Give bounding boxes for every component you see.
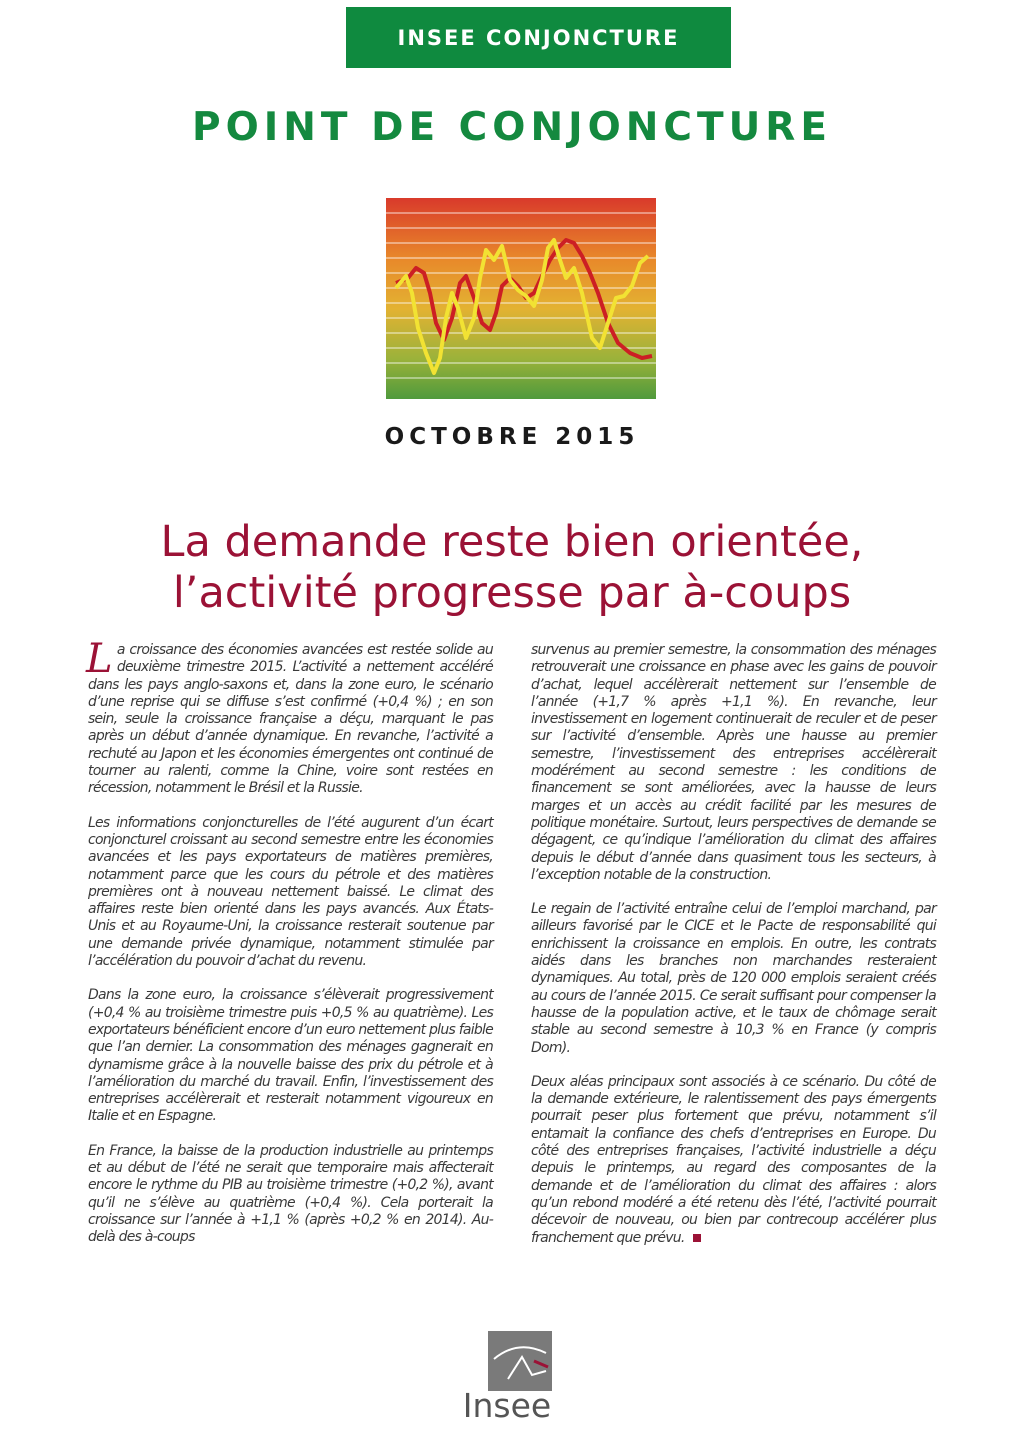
end-of-article-square [693,1234,701,1242]
cover-illustration [386,198,656,399]
edition-date: OCTOBRE 2015 [384,424,640,450]
article-paragraph [531,1074,936,1247]
headline-line-2: l’activité progresse par à-coups [172,568,852,618]
headline [60,517,964,619]
drop-cap: L [86,636,112,682]
article-paragraph [86,636,493,798]
headline-line-1: La demande reste bien orientée, [160,517,864,567]
paragraph-text: Deux aléas principaux sont associés à ce scénario. Du côté de la demande extérieure, le ralentissement des pays émergents pourrait peser plus fortement que prévu, notamment s’il entamait la confiance des chefs d’entreprises en Europe. Du côté des entreprises françaises, l’activité industrielle a déçu depuis le printemps, au regard des composantes de la demande et de l’amélioration du climat des affaires : alors qu’un rebond modéré a été retenu dès l’été, l’activité pourrait décevoir de nouveau, ou bien par contrecoup accélérer plus franchement que prévu. [531,1073,936,1246]
article-column-right [531,642,936,1264]
article-paragraph: Les informations conjoncturelles de l’été augurent d’un écart conjoncturel croissant au second semestre entre les économies avancées et les pays exportateurs de matières premières, notamment parce que les cours du pétrole et des matières premières ont à nouveau nettement baissé. Le climat des affaires reste bien orienté dans les pays avancés. Aux États-Unis et au Royaume-Uni, la croissance resterait soutenue par une demande privée dynamique, notamment stimulée par l’accélération du pouvoir d’achat du revenu. [88,814,493,970]
paragraph-text: a croissance des économies avancées est restée solide au deuxième trimestre 2015. L’activité a nettement accéléré dans les pays anglo-saxons et, dans la zone euro, le scénario d’une reprise qui se diffuse s’est confirmé (+0,4 %) ; en son sein, seule la croissance française a déçu, marquant le pas après un début d’année dynamique. En revanche, l’activité a rechuté au Japon et les économies émergentes ont continué de tourner au ralenti, comme la Chine, voire sont restées en récession, notamment le Brésil et la Russie. [88,642,493,797]
article-paragraph: Le regain de l’activité entraîne celui de l’emploi marchand, par ailleurs favorisé par le CICE et le Pacte de responsabilité qui enrichissent la croissance en emplois. En outre, les contrats aidés dans les branches non marchandes resteraient dynamiques. Au total, près de 120 000 emplois seraient créés au cours de l’année 2015. Ce serait suffisant pour compenser la hausse de la population active, et le taux de chômage serait stable au second semestre à 10,3 % en France (y compris Dom). [531,901,936,1056]
series-title: POINT DE CONJONCTURE [192,105,832,150]
article-column-left [86,636,493,1264]
article-paragraph: survenus au premier semestre, la consommation des ménages retrouverait une croissance en phase avec les gains de pouvoir d’achat, lequel accélèrerait nettement sur l’ensemble de l’année (+1,7 % après +1,1 %). En revanche, leur investissement en logement continuerait de reculer et de peser sur l’activité d’ensemble. Après une hausse au premier semestre, l’investissement des entreprises accélèrerait modérément au second semestre : les conditions de financement se sont améliorées, avec la hausse de leurs marges et un accès au crédit facilité par les mesures de politique monétaire. Surtout, leurs perspectives de demande se dégagent, ce qu’indique l’amélioration du climat des affaires depuis le début d’année dans quasiment tous les secteurs, à l’exception notable de la construction. [531,642,936,883]
article-paragraph: Dans la zone euro, la croissance s’élèverait progressivement (+0,4 % au troisième trimestre puis +0,5 % au quatrième). Les exportateurs bénéficient encore d’un euro nettement plus faible que l’an dernier. La consommation des ménages gagnerait en dynamisme grâce à la nouvelle baisse des prix du pétrole et à l’amélioration du marché du travail. Enfin, l’investissement des entreprises accélèrerait et resterait notamment vigoureux en Italie et en Espagne. [88,987,493,1125]
publication-banner: INSEE CONJONCTURE [346,7,731,68]
insee-logo-text: Insee [462,1386,552,1425]
insee-logo-icon [488,1331,552,1391]
article-paragraph: En France, la baisse de la production industrielle au printemps et au début de l’été ne serait que temporaire mais affecterait encore le rythme du PIB au troisième trimestre (+0,2 %), avant qu’il ne s’élève au quatrième (+0,4 %). Cela porterait la croissance sur l’année à +1,1 % (après +0,2 % en 2014). Au-delà des à-coups [88,1142,493,1246]
